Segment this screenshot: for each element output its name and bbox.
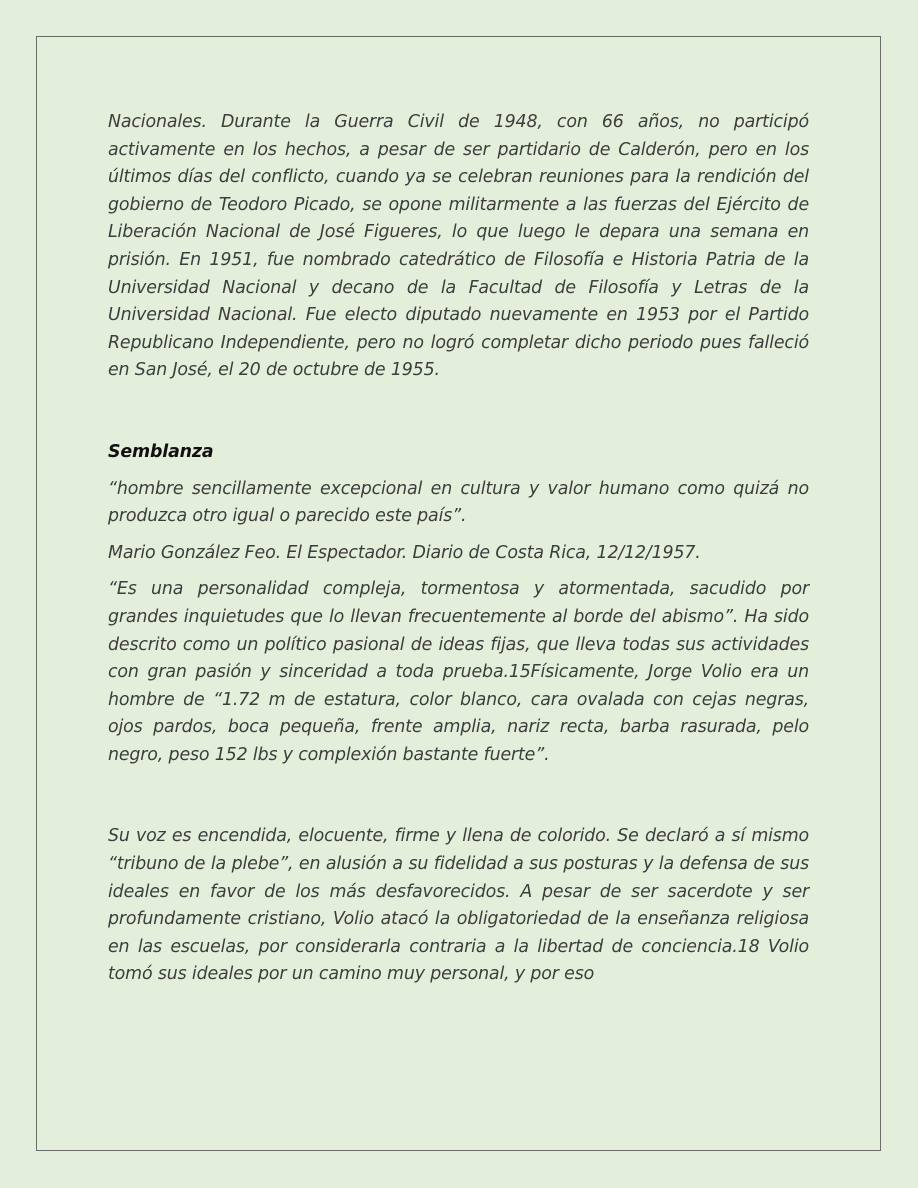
paragraph-biography: Nacionales. Durante la Guerra Civil de 1948, con 66 años, no participó activamente en los hechos, a pesar de ser partidario de Calderón, pero en los últimos días del conflicto, cuando ya se celebran reuniones para la rendición del gobierno de Teodoro Picado, se opone militarmente a las fuerzas del Ejército de Liberación Nacional de José Figueres, lo que luego le depara una semana en prisión. En 1951, fue nombrado catedrático de Filosofía e Historia Patria de la Universidad Nacional y decano de la Facultad de Filosofía y Letras de la Universidad Nacional. Fue electo diputado nuevamente en 1953 por el Partido Republicano Independiente, pero no logró completar dicho periodo pues falleció en San José, el 20 de octubre de 1955. (108, 112, 809, 381)
quote-paragraph: “hombre sencillamente excepcional en cultura y valor humano como quizá no produzca otro igual o parecido este país”. (108, 478, 809, 527)
description-paragraph: “Es una personalidad compleja, tormentosa y atormentada, sacudido por grandes inquietudes que lo llevan frecuentemente al borde del abismo”. Ha sido descrito como un político pasional de ideas fijas, que lleva todas sus actividades con gran pasión y sinceridad a toda prueba.15Físicamente, Jorge Volio era un hombre de “1.72 m de estatura, color blanco, cara ovalada con cejas negras, ojos pardos, boca pequeña, frente amplia, nariz recta, barba rasurada, pelo negro, peso 152 lbs y complexión bastante fuerte”. (108, 579, 809, 765)
section-heading: Semblanza (108, 441, 214, 462)
citation-paragraph: Mario González Feo. El Espectador. Diario de Costa Rica, 12/12/1957. (108, 542, 701, 563)
document-body (108, 109, 809, 989)
paragraph-voice: Su voz es encendida, elocuente, firme y llena de colorido. Se declaró a sí mismo “tribuno de la plebe”, en alusión a su fidelidad a sus posturas y la defensa de sus ideales en favor de los más desfavorecidos. A pesar de ser sacerdote y ser profundamente cristiano, Volio atacó la obligatoriedad de la enseñanza religiosa en las escuelas, por considerarla contraria a la libertad de conciencia.18 Volio tomó sus ideales por un camino muy personal, y por eso (108, 826, 809, 985)
